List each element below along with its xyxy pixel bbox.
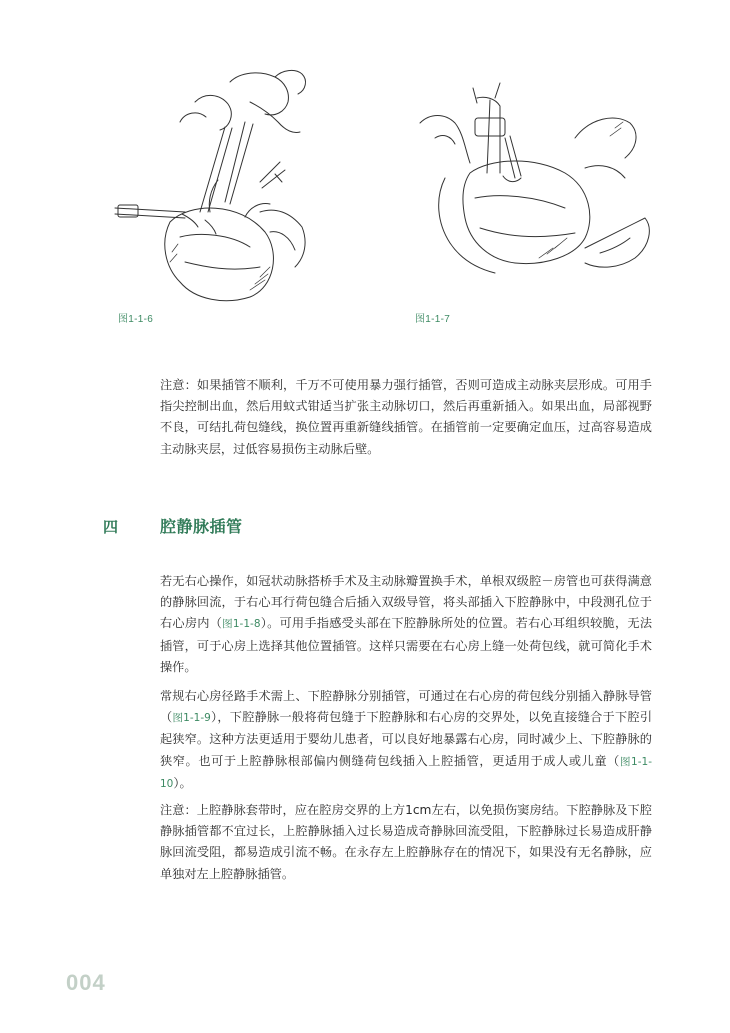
surgical-illustration-purse-string-suture-icon (415, 78, 655, 288)
paragraph-text: ）。可用手指感受头部在下腔静脉所处的位置。若右心耳组织较脆，无法插管，可于心房上选择其他位置插管。这样只需要在右心房上缝一处荷包线，就可简化手术操作。 (160, 616, 653, 674)
paragraph-text: 若无右心操作，如冠状动脉搭桥手术及主动脉瓣置换手术，单根双级腔－房管也可获得满意的静脉回流，于右心耳行荷包缝合后插入双级导管，将头部插入下腔静脉中，中段测孔位于右心房内（ (160, 574, 652, 631)
body-paragraph-1 (160, 571, 652, 678)
note-paragraph-2: 注意：上腔静脉套带时，应在腔房交界的上方1cm左右，以免损伤窦房结。下腔静脉及下腔静脉插管都不宜过长，上腔静脉插入过长易造成奇静脉回流受阻，下腔静脉过长易造成肝静脉回流受阻，都易造成引流不畅。在永存左上腔静脉存在的情况下，如果没有无名静脉，应单独对左上腔静脉插管。 (160, 803, 652, 881)
figure-reference-1-1-8[interactable]: 图1-1-8 (222, 618, 261, 631)
paragraph-text: ）。 (173, 775, 192, 790)
surgical-illustration-aortic-cannulation-icon (110, 62, 315, 312)
figure-caption-1-1-7: 图1-1-7 (415, 314, 451, 325)
paragraph-text: ），下腔静脉一般将荷包缝于下腔静脉和右心房的交界处，以免直接缝合于下腔引起狭窄。这种方法更适用于婴幼儿患者，可以良好地暴露右心房，同时减少上、下腔静脉的狭窄。也可于上腔静脉根部偏内侧缝荷包线插入上腔插管，更适用于成人或儿童（ (160, 710, 653, 768)
figure-reference-1-1-10[interactable]: 图1-1-10 (160, 755, 652, 790)
figure-1-1-7 (415, 78, 655, 288)
figure-caption-1-1-6: 图1-1-6 (118, 314, 154, 325)
note-paragraph-1: 注意：如果插管不顺利，千万不可使用暴力强行插管，否则可造成主动脉夹层形成。可用手指尖控制出血，然后用蚊式钳适当扩张主动脉切口，然后再重新插入。如果出血，局部视野不良，可结扎荷包缝线，换位置再重新缝线插管。在插管前一定要确定血压，过高容易造成主动脉夹层，过低容易损伤主动脉后壁。 (160, 378, 652, 456)
section-title: 腔静脉插管 (160, 517, 243, 536)
figure-reference-1-1-9[interactable]: 图1-1-9 (172, 712, 211, 725)
paragraph-text: 常规右心房径路手术需上、下腔静脉分别插管，可通过在右心房的荷包线分别插入静脉导管（ (160, 689, 652, 725)
section-number: 四 (103, 518, 119, 536)
page-number: 004 (66, 970, 106, 995)
figure-1-1-6 (110, 62, 315, 312)
body-paragraph-2 (160, 686, 652, 795)
